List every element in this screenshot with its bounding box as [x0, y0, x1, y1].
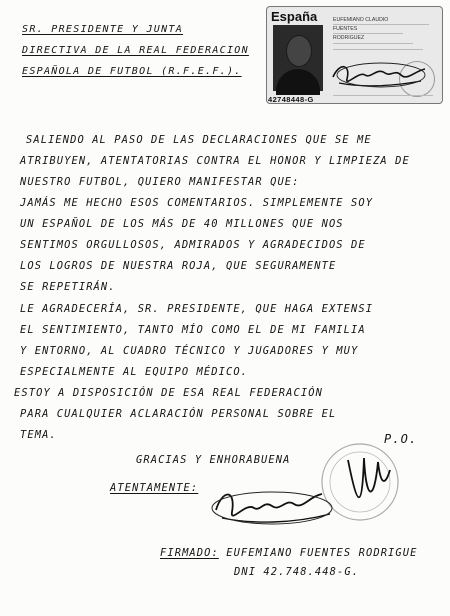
- addressee-line-1: SR. PRESIDENTE Y JUNTA: [22, 24, 184, 35]
- id-card: [266, 6, 443, 104]
- signer-name: EUFEMIANO FUENTES RODRIGUE: [226, 547, 418, 559]
- body-line-8: SE REPETIRÁN.: [20, 281, 116, 293]
- body-line-13: ESTOY A DISPOSICIÓN DE ESA REAL FEDERACIÓN: [14, 387, 323, 399]
- addressee-line-3: ESPAÑOLA DE FUTBOL (R.F.E.F.).: [22, 66, 242, 77]
- body-line-7: LOS LOGROS DE NUESTRA ROJA, QUE SEGURAMENTE: [20, 260, 337, 272]
- body-line-5: UN ESPAÑOL DE LOS MÁS DE 40 MILLONES QUE NOS: [20, 218, 344, 230]
- handwritten-signature: [202, 478, 342, 538]
- closing-thanks: GRACIAS Y ENHORABUENA: [136, 454, 291, 466]
- addressee-line-2: DIRECTIVA DE LA REAL FEDERACION: [22, 45, 249, 56]
- body-line-11: Y ENTORNO, AL CUADRO TÉCNICO Y JUGADORES Y MUY: [20, 345, 359, 357]
- id-card-name-1: EUFEMIANO CLAUDIO: [333, 17, 389, 23]
- body-line-4: JAMÁS ME HECHO ESOS COMENTARIOS. SIMPLEMENTE SOY: [20, 197, 374, 209]
- body-line-12: ESPECIALMENTE AL EQUIPO MÉDICO.: [20, 366, 249, 378]
- body-line-1: SALIENDO AL PASO DE LAS DECLARACIONES QUE SE ME: [26, 134, 372, 146]
- signed-line: [160, 547, 417, 559]
- body-line-3: NUESTRO FUTBOL, QUIERO MANIFESTAR QUE:: [20, 176, 300, 188]
- body-line-9: LE AGRADECERÍA, SR. PRESIDENTE, QUE HAGA EXTENSI: [20, 303, 374, 315]
- id-card-number: 42748448-G: [268, 95, 314, 104]
- id-card-signature: [329, 57, 429, 91]
- body-line-10: EL SENTIMIENTO, TANTO MÍO COMO EL DE MI FAMILIA: [20, 324, 366, 336]
- closing-regards: ATENTAMENTE:: [110, 482, 199, 494]
- body-line-15: TEMA.: [20, 429, 57, 441]
- id-card-name-3: RODRIGUEZ: [333, 35, 365, 41]
- body-line-6: SENTIMOS ORGULLOSOS, ADMIRADOS Y AGRADECIDOS DE: [20, 239, 366, 251]
- id-card-country: España: [271, 9, 318, 24]
- closing-po: P.O.: [384, 432, 418, 446]
- body-line-14: PARA CUALQUIER ACLARACIÓN PERSONAL SOBRE EL: [20, 408, 337, 420]
- id-card-photo: [273, 25, 323, 91]
- signer-dni: DNI 42.748.448-G.: [234, 566, 360, 578]
- body-line-2: ATRIBUYEN, ATENTATORIAS CONTRA EL HONOR Y LIMPIEZA DE: [20, 155, 410, 167]
- id-card-name-2: FUENTES: [333, 26, 358, 32]
- signed-label: FIRMADO:: [160, 547, 219, 559]
